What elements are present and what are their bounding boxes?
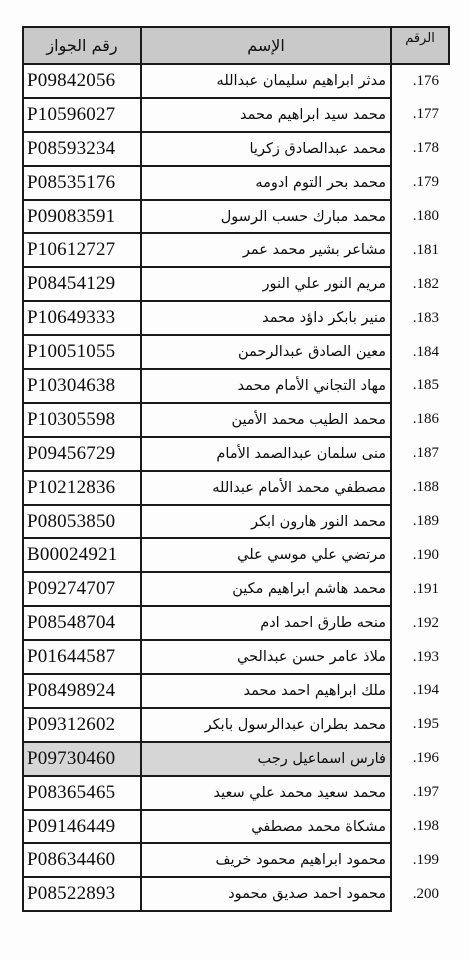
passport-number-cell: P10596027 [23, 98, 141, 132]
table-row [23, 200, 449, 234]
passport-number-cell: P08634460 [23, 843, 141, 877]
row-number-cell: .200 [412, 885, 439, 902]
table-body [23, 64, 449, 911]
row-number-cell: .192 [412, 614, 439, 631]
passport-number-cell: P08454129 [23, 267, 141, 301]
person-name-cell: منحه طارق احمد ادم [141, 606, 391, 640]
table-row [23, 335, 449, 369]
row-number-cell: .181 [412, 241, 439, 258]
passport-number-cell: P09274707 [23, 572, 141, 606]
passport-number-cell: P08498924 [23, 674, 141, 708]
table-row [23, 267, 449, 301]
person-name-cell: محمد هاشم ابراهيم مكين [141, 572, 391, 606]
table-row [23, 471, 449, 505]
table-row [23, 64, 449, 98]
table-row [23, 505, 449, 539]
table-row [23, 674, 449, 708]
table-header-row [23, 27, 449, 64]
table-row [23, 98, 449, 132]
row-number-cell: .194 [412, 682, 439, 699]
table-row [23, 233, 449, 267]
row-number-cell: .176 [412, 72, 439, 89]
name-column-header: الإسم [141, 27, 391, 64]
row-number-cell: .186 [412, 411, 439, 428]
person-name-cell: مشاعر بشير محمد عمر [141, 233, 391, 267]
row-number-cell: .187 [412, 445, 439, 462]
passport-number-cell: P10649333 [23, 301, 141, 335]
person-name-cell: محمد سيد ابراهيم محمد [141, 98, 391, 132]
person-name-cell: مرتضي علي موسي علي [141, 538, 391, 572]
row-number-cell: .188 [412, 479, 439, 496]
passport-number-cell: P01644587 [23, 640, 141, 674]
passport-number-cell: P09083591 [23, 200, 141, 234]
row-number-cell: .191 [412, 580, 439, 597]
table-row [23, 640, 449, 674]
row-number-cell: .179 [412, 174, 439, 191]
passport-number-cell: P10051055 [23, 335, 141, 369]
passport-number-cell: P09146449 [23, 810, 141, 844]
person-name-cell: ملك ابراهيم احمد محمد [141, 674, 391, 708]
row-number-cell: .197 [412, 784, 439, 801]
row-number-cell: .178 [412, 140, 439, 157]
table-row [23, 877, 449, 911]
row-number-cell: .184 [412, 343, 439, 360]
passport-number-cell: P08365465 [23, 776, 141, 810]
person-name-cell: محمد سعيد محمد علي سعيد [141, 776, 391, 810]
table-row [23, 742, 449, 776]
row-number-cell: .185 [412, 377, 439, 394]
table-row [23, 437, 449, 471]
person-name-cell: محمد الطيب محمد الأمين [141, 403, 391, 437]
table-row [23, 606, 449, 640]
passport-list-table [22, 26, 450, 912]
table-row [23, 132, 449, 166]
number-column-header: الرقم [391, 27, 449, 64]
person-name-cell: مصطفي محمد الأمام عبدالله [141, 471, 391, 505]
person-name-cell: محمد مبارك حسب الرسول [141, 200, 391, 234]
person-name-cell: محمود ابراهيم محمود خريف [141, 843, 391, 877]
passport-number-cell: P10304638 [23, 369, 141, 403]
row-number-cell: .190 [412, 546, 439, 563]
table-row [23, 403, 449, 437]
person-name-cell: فارس اسماعيل رجب [141, 742, 391, 776]
person-name-cell: محمد عبدالصادق زكريا [141, 132, 391, 166]
person-name-cell: محمد النور هارون ابكر [141, 505, 391, 539]
row-number-cell: .196 [412, 750, 439, 767]
person-name-cell: مدثر ابراهيم سليمان عبدالله [141, 64, 391, 98]
person-name-cell: محمد بحر التوم ادومه [141, 166, 391, 200]
person-name-cell: معين الصادق عبدالرحمن [141, 335, 391, 369]
passport-number-cell: B00024921 [23, 538, 141, 572]
passport-number-cell: P09842056 [23, 64, 141, 98]
table-row [23, 708, 449, 742]
person-name-cell: منى سلمان عبدالصمد الأمام [141, 437, 391, 471]
table-row [23, 369, 449, 403]
passport-number-cell: P10212836 [23, 471, 141, 505]
passport-number-cell: P08593234 [23, 132, 141, 166]
passport-number-cell: P08548704 [23, 606, 141, 640]
row-number-cell: .177 [412, 106, 439, 123]
passport-number-cell: P08522893 [23, 877, 141, 911]
table-row [23, 301, 449, 335]
table-row [23, 572, 449, 606]
passport-number-cell: P10612727 [23, 233, 141, 267]
passport-number-cell: P10305598 [23, 403, 141, 437]
person-name-cell: مريم النور علي النور [141, 267, 391, 301]
row-number-cell: .180 [412, 208, 439, 224]
table-row [23, 810, 449, 844]
row-number-cell: .182 [412, 275, 439, 292]
table-row [23, 538, 449, 572]
row-number-cell: .198 [412, 818, 439, 835]
passport-number-cell: P09312602 [23, 708, 141, 742]
person-name-cell: منير بابكر داؤد محمد [141, 301, 391, 335]
passport-number-cell: P08053850 [23, 505, 141, 539]
row-number-cell: .195 [412, 716, 439, 733]
person-name-cell: محمد بطران عبدالرسول بابكر [141, 708, 391, 742]
table-row [23, 843, 449, 877]
row-number-cell: .199 [412, 851, 439, 868]
person-name-cell: مشكاة محمد مصطفي [141, 810, 391, 844]
table-row [23, 776, 449, 810]
person-name-cell: مهاد التجاني الأمام محمد [141, 369, 391, 403]
passport-number-cell: P08535176 [23, 166, 141, 200]
person-name-cell: محمود احمد صديق محمود [141, 877, 391, 911]
row-number-cell: .193 [412, 648, 439, 665]
passport-number-cell: P09456729 [23, 437, 141, 471]
person-name-cell: ملاذ عامر حسن عبدالحي [141, 640, 391, 674]
table-row [23, 166, 449, 200]
row-number-cell: .189 [412, 513, 439, 530]
row-number-cell: .183 [412, 309, 439, 326]
passport-column-header: رقم الجواز [23, 27, 141, 64]
passport-number-cell: P09730460 [23, 742, 141, 776]
